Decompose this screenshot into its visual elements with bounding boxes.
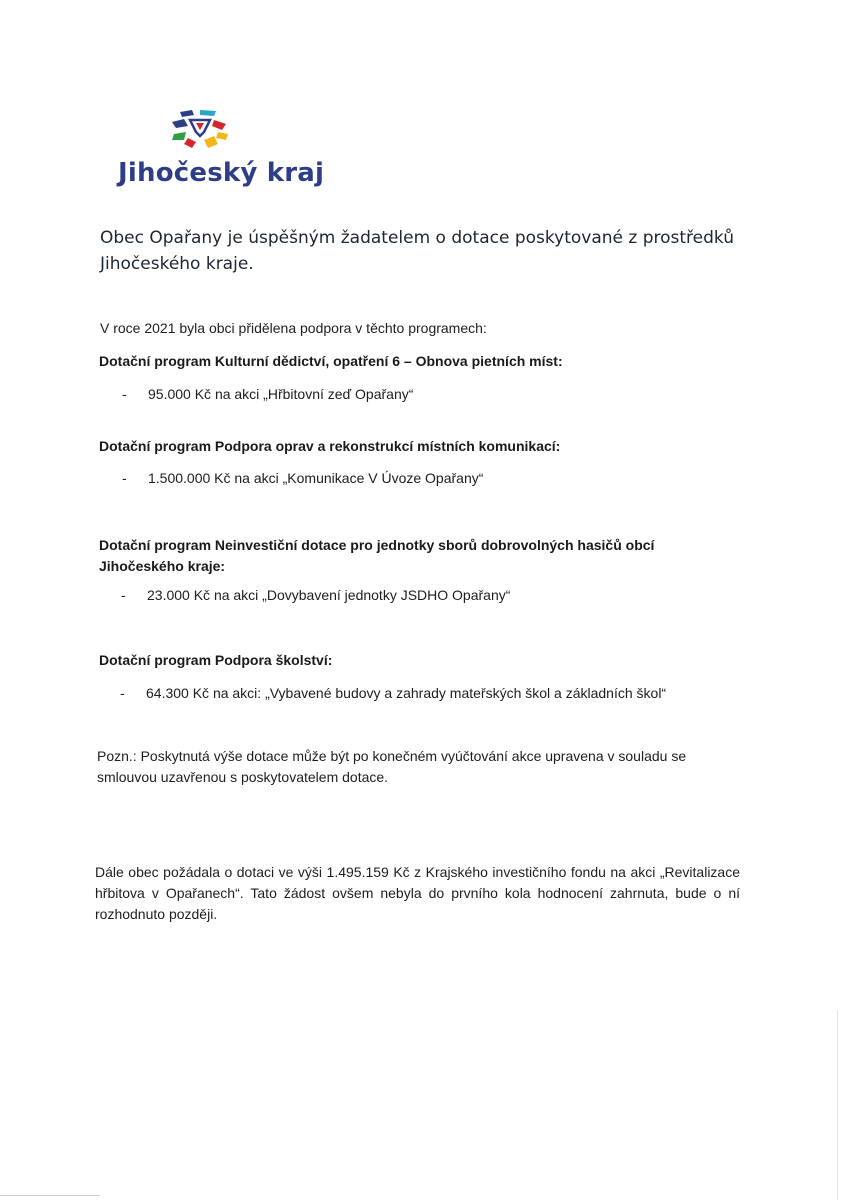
intro-text: V roce 2021 byla obci přidělena podpora v těchto programech: [100,320,487,336]
bullet-dash: - [121,587,126,603]
note-text: Pozn.: Poskytnutá výše dotace může být po konečném vyúčtování akce upravena v souladu se smlouvou uzavřenou s poskytovatelem dotace. [97,748,687,785]
program-item [122,386,413,402]
program-item-text: 23.000 Kč na akci „Dovybavení jednotky JSDHO Opařany“ [147,587,511,603]
program-item-text: 64.300 Kč na akci: „Vybavené budovy a zahrady mateřských škol a základních škol“ [146,685,667,701]
program-item [122,470,483,486]
region-name: Jihočeský kraj [118,158,325,188]
bullet-dash: - [122,386,127,402]
final-paragraph: Dále obec požádala o dotaci ve výši 1.495.159 Kč z Krajského investičního fondu na akci „Revitalizace hřbitova v Opařanech“. Tato žádost ovšem nebyla do prvního kola hodnocení zahrnuta, bude o ní rozhodnuto později. [95,864,740,922]
scan-edge-line [837,1010,838,1200]
program-item [120,685,666,701]
bullet-dash: - [122,470,127,486]
region-emblem-icon [170,108,230,152]
program-title: Dotační program Podpora školství: [99,652,333,668]
program-item-text: 95.000 Kč na akci „Hřbitovní zeď Opařany“ [148,386,414,402]
headline: Obec Opařany je úspěšným žadatelem o dotace poskytované z prostředků Jihočeského kraje. [100,228,734,274]
scan-edge-line [0,1195,100,1196]
program-item-text: 1.500.000 Kč na akci „Komunikace V Úvoze Opařany“ [148,470,484,486]
bullet-dash: - [120,685,125,701]
program-title: Dotační program Kulturní dědictví, opatření 6 – Obnova pietních míst: [99,353,563,369]
program-item [121,587,510,603]
program-title: Dotační program Neinvestiční dotace pro jednotky sborů dobrovolných hasičů obcí Jihočeského kraje: [99,537,655,574]
program-title: Dotační program Podpora oprav a rekonstrukcí místních komunikací: [99,438,561,454]
